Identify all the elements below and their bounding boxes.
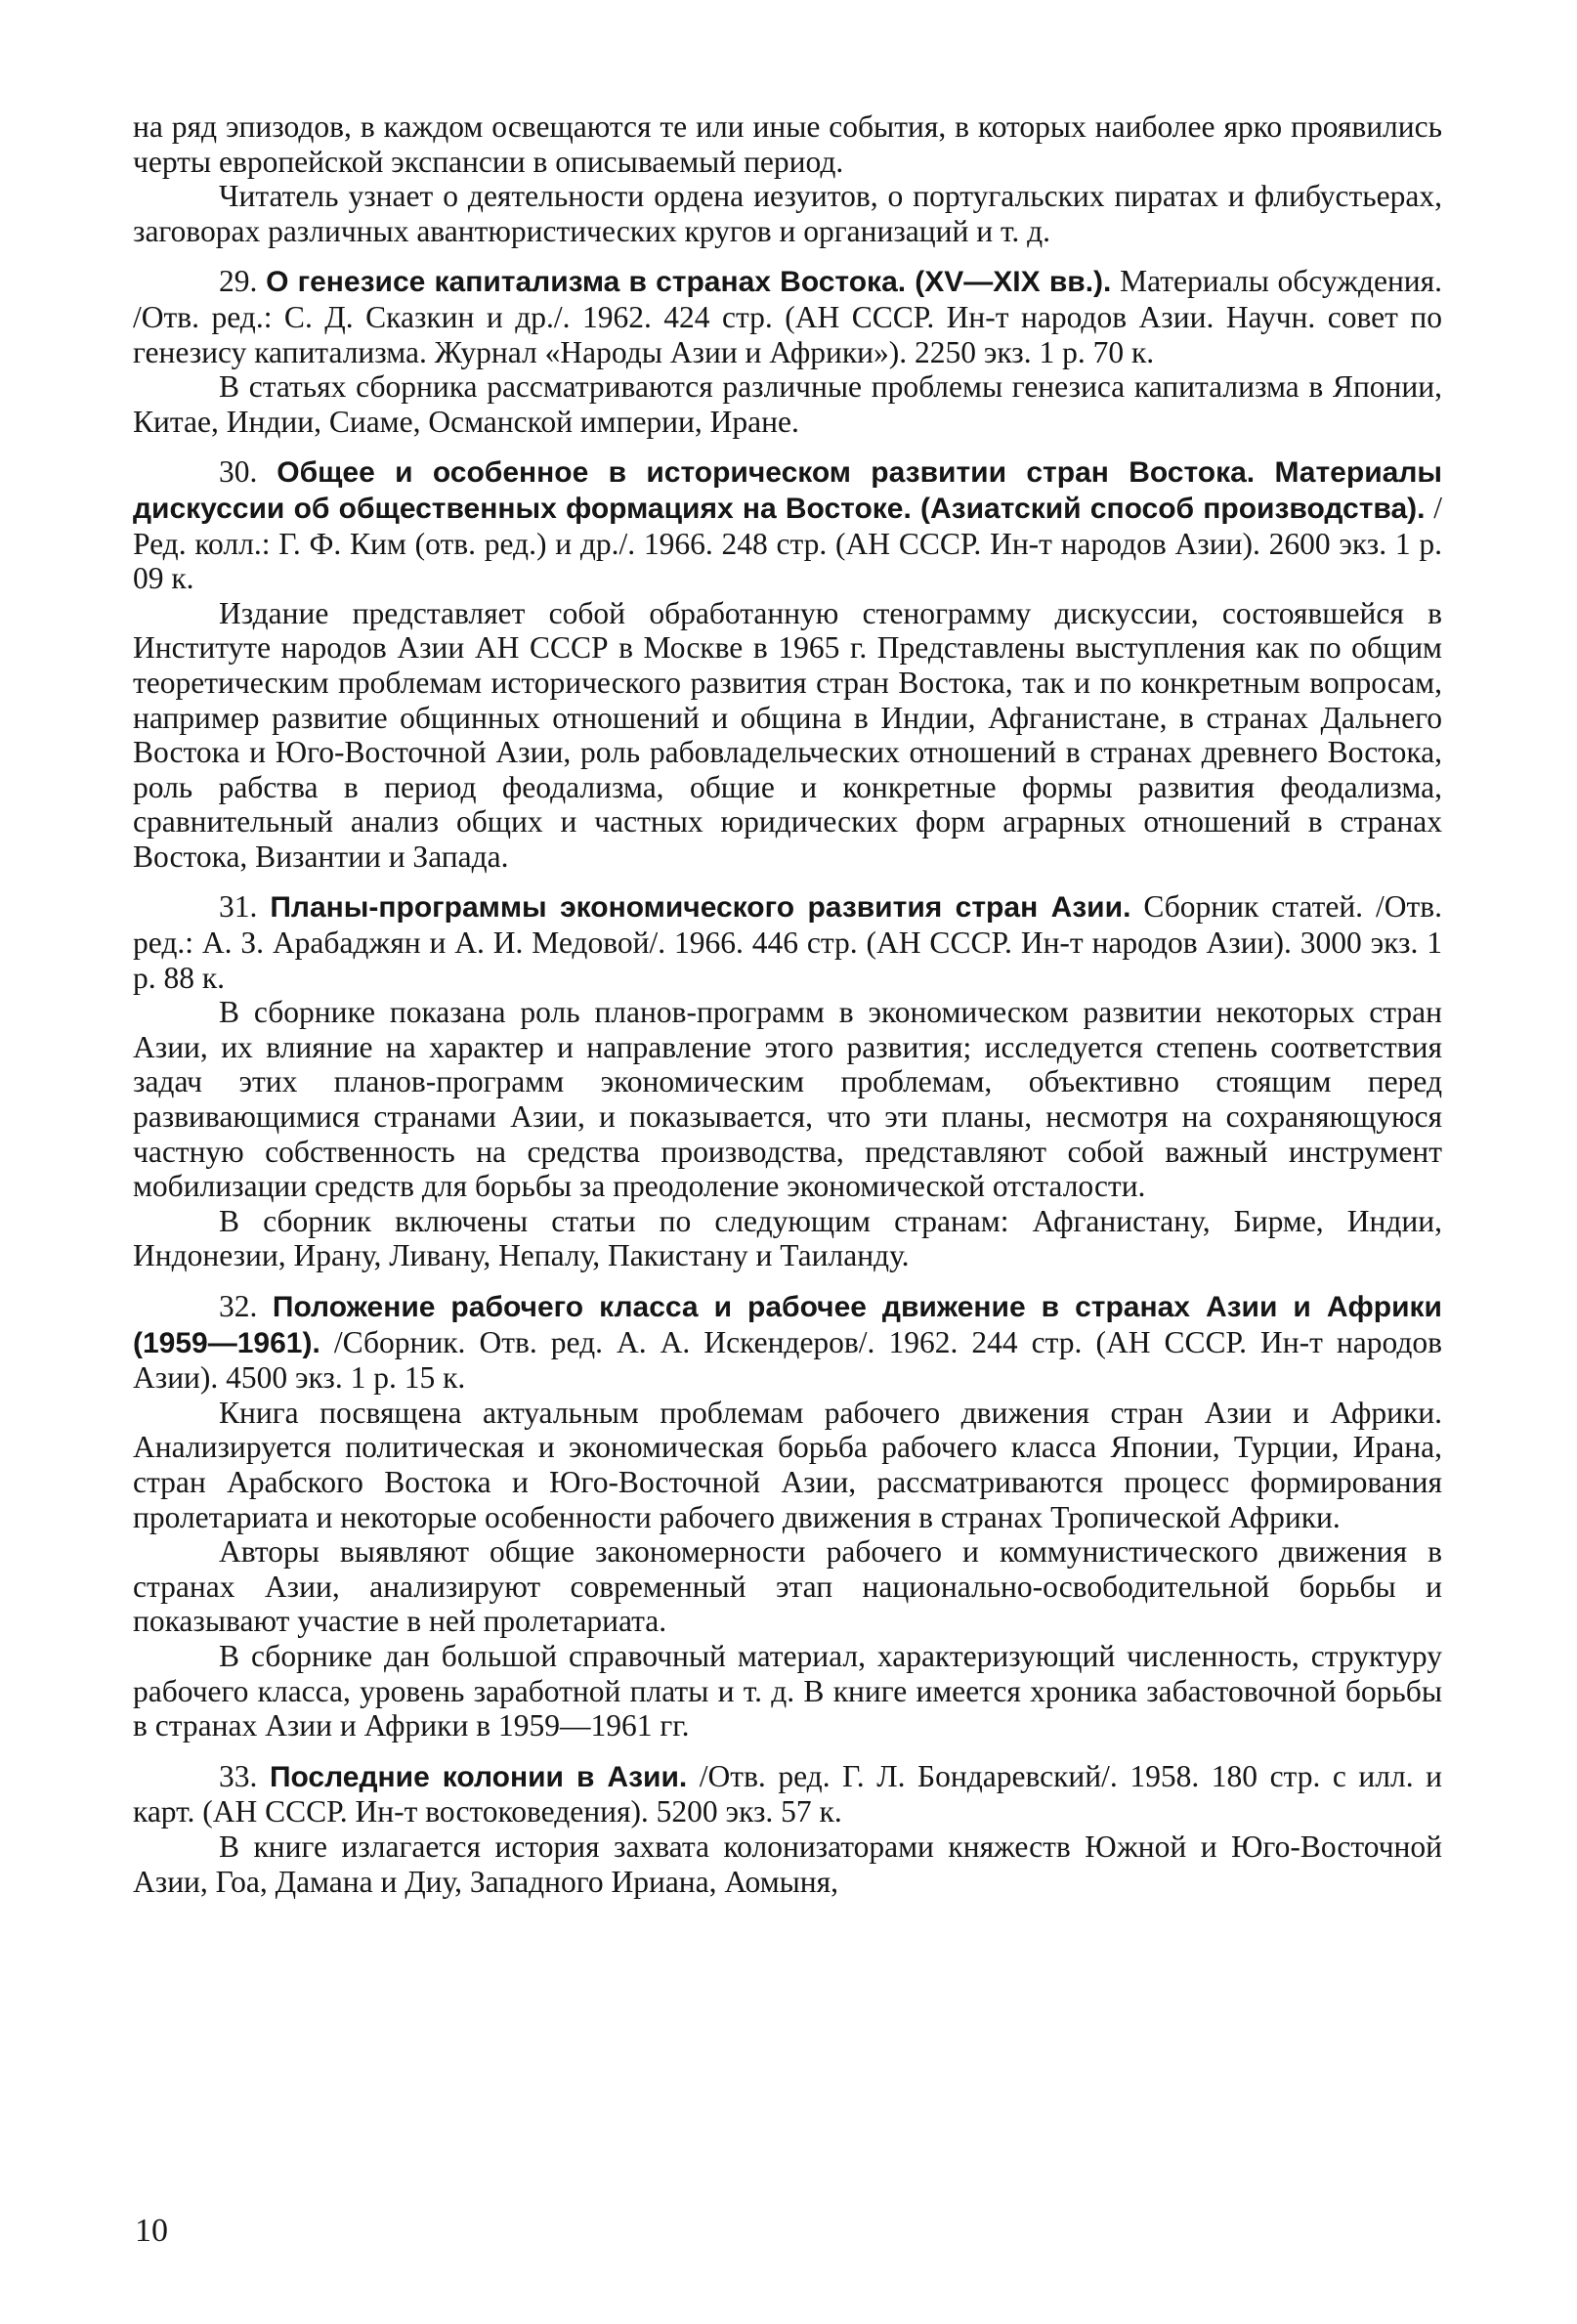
- intro-paragraph: на ряд эпизодов, в каждом освещаются те или иные события, в которых наиболее ярко проявились черты европейской экспансии в описываемый период.: [133, 109, 1442, 179]
- bibliography-entry-31: [133, 889, 1442, 1273]
- entry-title: Последние колонии в Азии.: [269, 1760, 688, 1793]
- entry-annotation: Авторы выявляют общие закономерности рабочего и коммунистического движения в странах Азии, анализируют современный этап национально-освободительной борьбы и показывают участие в ней пролетариата.: [133, 1534, 1442, 1639]
- bibliography-entry-29: [133, 264, 1442, 439]
- entry-number: 30.: [219, 454, 258, 490]
- entry-annotation: В статьях сборника рассматриваются различные проблемы генезиса капитализма в Японии, Китае, Индии, Сиаме, Османской империи, Иране.: [133, 369, 1442, 439]
- entry-details: Сборник статей. /Отв. ред.: А. З. Арабаджян и А. И. Медовой/. 1966. 446 стр. (АН СССР. Ин-т народов Азии). 3000 экз. 1 р. 88 к.: [133, 889, 1443, 995]
- entry-annotation: В сборник включены статьи по следующим странам: Афганистану, Бирме, Индии, Индонезии, Ирану, Ливану, Непалу, Пакистану и Таиланду.: [133, 1203, 1442, 1273]
- entry-annotation: Издание представляет собой обработанную стенограмму дискуссии, состоявшейся в Институте народов Азии АН СССР в Москве в 1965 г. Представлены выступления как по общим теоретическим проблемам исторического развития стран Востока, так и по конкретным вопросам, например развитие общинных отношений и община в Индии, Афганистане, в странах Дальнего Востока и Юго-Восточной Азии, роль рабовладельческих отношений в странах древнего Востока, роль рабства в период феодализма, общие и конкретные формы развития феодализма, сравнительный анализ общих и частных юридических форм аграрных отношений в странах Востока, Византии и Запада.: [133, 595, 1442, 874]
- entry-number: 33.: [219, 1758, 258, 1793]
- entry-heading: [133, 889, 1442, 995]
- entry-annotation: В сборнике дан большой справочный материал, характеризующий численность, структуру рабочего класса, уровень заработной платы и т. д. В книге имеется хроника забастовочной борьбы в странах Азии и Африки в 1959—1961 гг.: [133, 1638, 1442, 1743]
- entry-annotation: В сборнике показана роль планов-программ в экономическом развитии некоторых стран Азии, их влияние на характер и направление этого развития; исследуется степень соответствия задач этих планов-программ экономическим проблемам, объективно стоящим перед развивающимися странами Азии, и показывается, что эти планы, несмотря на сохраняющуюся частную собственность на средства производства, представляют собой важный инструмент мобилизации средств для борьбы за преодоление экономической отсталости.: [133, 995, 1442, 1204]
- bibliography-entry-33: [133, 1759, 1442, 1899]
- entry-details: Материалы обсуждения. /Отв. ред.: С. Д. Сказкин и др./. 1962. 424 стр. (АН СССР. Ин-т народов Азии. Научн. совет по генезису капитализма. Журнал «Народы Азии и Африки»). 2250 экз. 1 р. 70 к.: [133, 264, 1443, 369]
- entry-number: 31.: [219, 889, 258, 925]
- entry-title: Общее и особенное в историческом развитии стран Востока. Материалы дискуссии об общественных формациях на Востоке. (Азиатский способ производства).: [133, 456, 1442, 525]
- entry-annotation: Книга посвящена актуальным проблемам рабочего движения стран Азии и Африки. Анализируется политическая и экономическая борьба рабочего класса Японии, Турции, Ирана, стран Арабского Востока и Юго-Восточной Азии, рассматриваются процесс формирования пролетариата и некоторые особенности рабочего движения в странах Тропической Африки.: [133, 1395, 1442, 1534]
- page-number: 10: [135, 2213, 168, 2249]
- page-text: [133, 109, 1442, 1899]
- entry-heading: [133, 264, 1442, 369]
- entry-title: Планы-программы экономического развития стран Азии.: [270, 891, 1131, 925]
- entry-number: 32.: [219, 1289, 258, 1323]
- entry-heading: [133, 1289, 1442, 1396]
- entry-number: 29.: [219, 264, 258, 299]
- entry-annotation: В книге излагается история захвата колонизаторами княжеств Южной и Юго-Восточной Азии, Гоа, Дамана и Диу, Западного Ириана, Аомыня,: [133, 1829, 1442, 1899]
- entry-details: /Отв. ред. Г. Л. Бондаревский/. 1958. 180 стр. с илл. и карт. (АН СССР. Ин-т востоковедения). 5200 экз. 57 к.: [133, 1758, 1443, 1829]
- bibliography-entry-32: [133, 1289, 1442, 1743]
- entry-heading: [133, 454, 1442, 595]
- entry-heading: [133, 1759, 1442, 1829]
- entry-title: О генезисе капитализма в странах Востока. (XV—XIX вв.).: [266, 266, 1112, 299]
- intro-paragraph: Читатель узнает о деятельности ордена иезуитов, о португальских пиратах и флибустьерах, заговорах различных авантюристических кругов и организаций и т. д.: [133, 179, 1442, 248]
- entry-title: Положение рабочего класса и рабочее движение в странах Азии и Африки (1959—1961).: [133, 1291, 1442, 1359]
- entry-details: /Ред. колл.: Г. Ф. Ким (отв. ред.) и др./. 1966. 248 стр. (АН СССР. Ин-т народов Азии). 2600 экз. 1 р. 09 к.: [133, 490, 1443, 596]
- bibliography-entry-30: [133, 454, 1442, 874]
- entry-details: /Сборник. Отв. ред. А. А. Искендеров/. 1962. 244 стр. (АН СССР. Ин-т народов Азии). 4500 экз. 1 р. 15 к.: [133, 1324, 1443, 1396]
